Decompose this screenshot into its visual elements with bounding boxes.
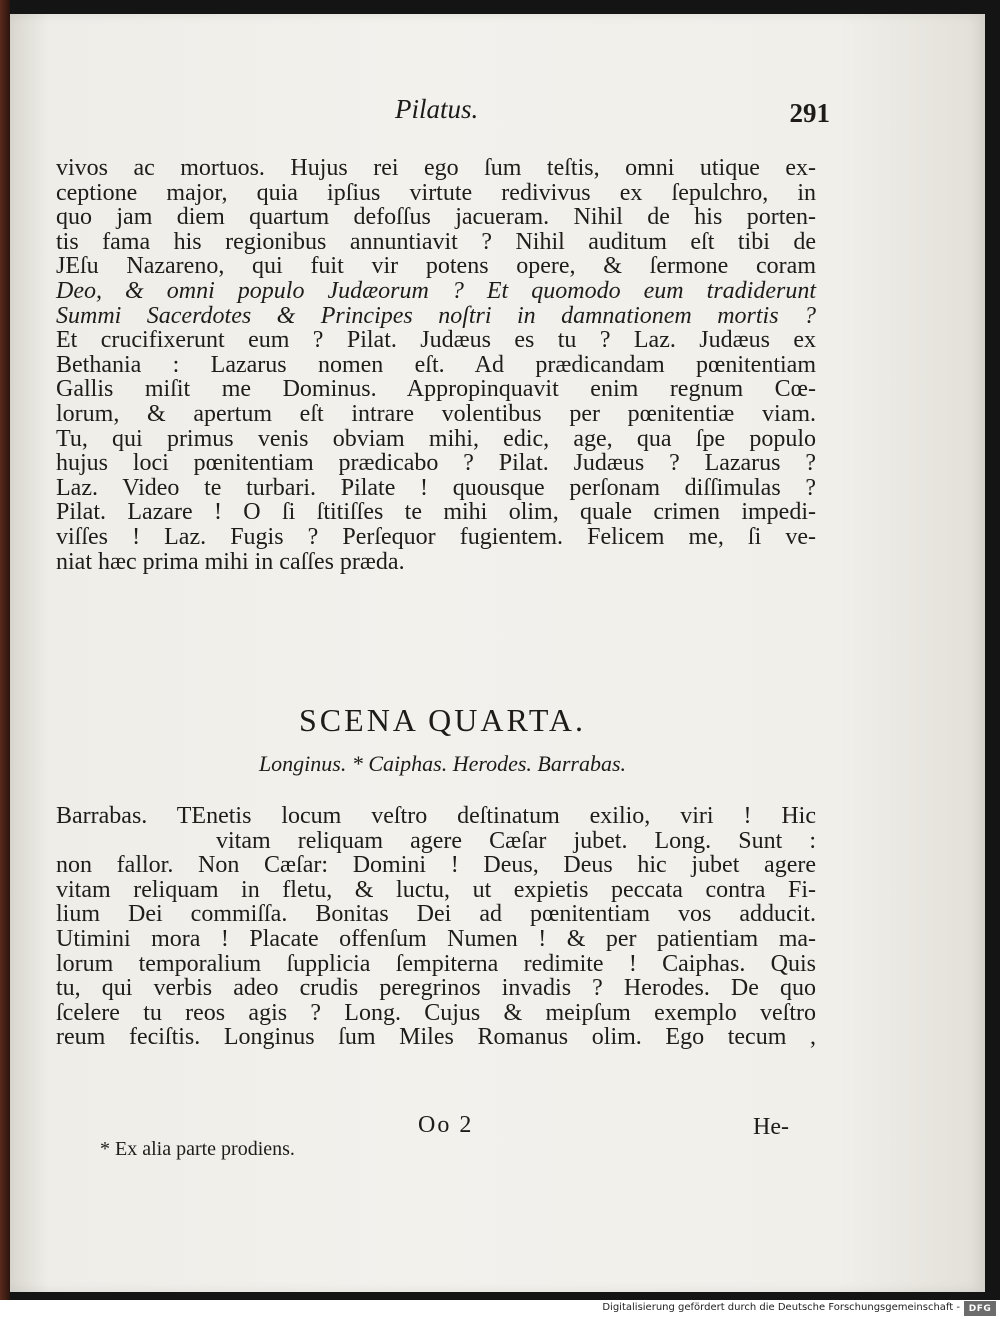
text-line: lium Dei commiſſa. Bonitas Dei ad pœnitentiam vos adducit. xyxy=(56,901,816,928)
scene-title: SCENA QUARTA. xyxy=(299,702,586,738)
catchword: He- xyxy=(753,1114,789,1140)
signature-mark: Oo 2 xyxy=(418,1112,474,1138)
text-line: lorum, & apertum eſt intrare volentibus per pœnitentiæ viam. xyxy=(56,400,816,427)
text-line: non fallor. Non Cæſar: Domini ! Deus, Deus hic jubet agere xyxy=(56,852,816,879)
text-line: JEſu Nazareno, qui fuit vir potens opere, & ſermone coram xyxy=(56,253,816,280)
text-line: Laz. Video te turbari. Pilate ! quousque perſonam diſſimulas ? xyxy=(56,474,816,501)
dfg-logo-icon: DFG xyxy=(964,1301,996,1316)
text-line: Barrabas. TEnetis locum veſtro deſtinatum exilio, viri ! Hic xyxy=(56,803,816,829)
text-line: Tu, qui primus venis obviam mihi, edic, age, qua ſpe populo xyxy=(56,425,816,452)
scene-persons: Longinus. * Caiphas. Herodes. Barrabas. xyxy=(258,751,627,776)
text-line: Et crucifixerunt eum ? Pilat. Judæus es tu ? Laz. Judæus ex xyxy=(56,327,816,354)
text-line: Summi Sacerdotes & Principes noſtri in damnationem mortis ? xyxy=(56,302,816,329)
text-line: niat hæc prima mihi in caſſes præda. xyxy=(56,548,405,575)
text-line: viſſes ! Laz. Fugis ? Perſequor fugientem. Felicem me, ſi ve- xyxy=(56,523,816,550)
main-text-block xyxy=(56,156,816,574)
funding-credit: Digitalisierung gefördert durch die Deutsche Forschungsgemeinschaft - xyxy=(602,1302,960,1313)
text-line: tu, qui verbis adeo crudis peregrinos invadis ? Herodes. De quo xyxy=(56,975,816,1002)
scene-text-block xyxy=(56,804,816,1050)
text-line: lorum temporalium ſupplicia ſempiterna redimite ! Caiphas. Quis xyxy=(56,950,816,977)
book-page xyxy=(10,14,985,1292)
running-title: Pilatus. xyxy=(395,94,479,124)
text-line: Utimini mora ! Placate offenſum Numen ! & per patientiam ma- xyxy=(56,925,816,952)
text-line: ſcelere tu reos agis ? Long. Cujus & meipſum exemplo veſtro xyxy=(56,999,816,1026)
text-line: vitam reliquam agere Cæſar jubet. Long. Sunt : xyxy=(216,827,816,854)
text-line: vivos ac mortuos. Hujus rei ego ſum teſtis, omni utique ex- xyxy=(56,155,816,181)
text-line: vitam reliquam in fletu, & luctu, ut expietis peccata contra Fi- xyxy=(56,876,816,903)
text-line: hujus loci pœnitentiam prædicabo ? Pilat. Judæus ? Lazarus ? xyxy=(56,450,816,477)
text-line: Deo, & omni populo Judæorum ? Et quomodo eum tradiderunt xyxy=(56,277,816,304)
text-line: Bethania : Lazarus nomen eſt. Ad prædicandam pœnitentiam xyxy=(56,351,816,378)
text-line: ceptione major, quia ipſius virtute redivivus ex ſepulchro, in xyxy=(56,179,816,206)
text-line: tis fama his regionibus annuntiavit ? Nihil auditum eſt tibi de xyxy=(56,228,816,255)
footnote: * Ex alia parte prodiens. xyxy=(100,1138,295,1160)
text-line: Gallis miſit me Dominus. Appropinquavit enim regnum Cœ- xyxy=(56,376,816,403)
text-line: quo jam diem quartum defoſſus jacueram. Nihil de his porten- xyxy=(56,204,816,231)
book-spine-edge xyxy=(0,0,10,1300)
text-line: Pilat. Lazare ! O ſi ſtitiſſes te mihi olim, quale crimen impedi- xyxy=(56,499,816,526)
page-header xyxy=(10,94,985,134)
page-number: 291 xyxy=(789,98,830,128)
viewer-footer xyxy=(0,1300,1000,1319)
text-line: reum feciſtis. Longinus ſum Miles Romanus olim. Ego tecum , xyxy=(56,1024,816,1051)
